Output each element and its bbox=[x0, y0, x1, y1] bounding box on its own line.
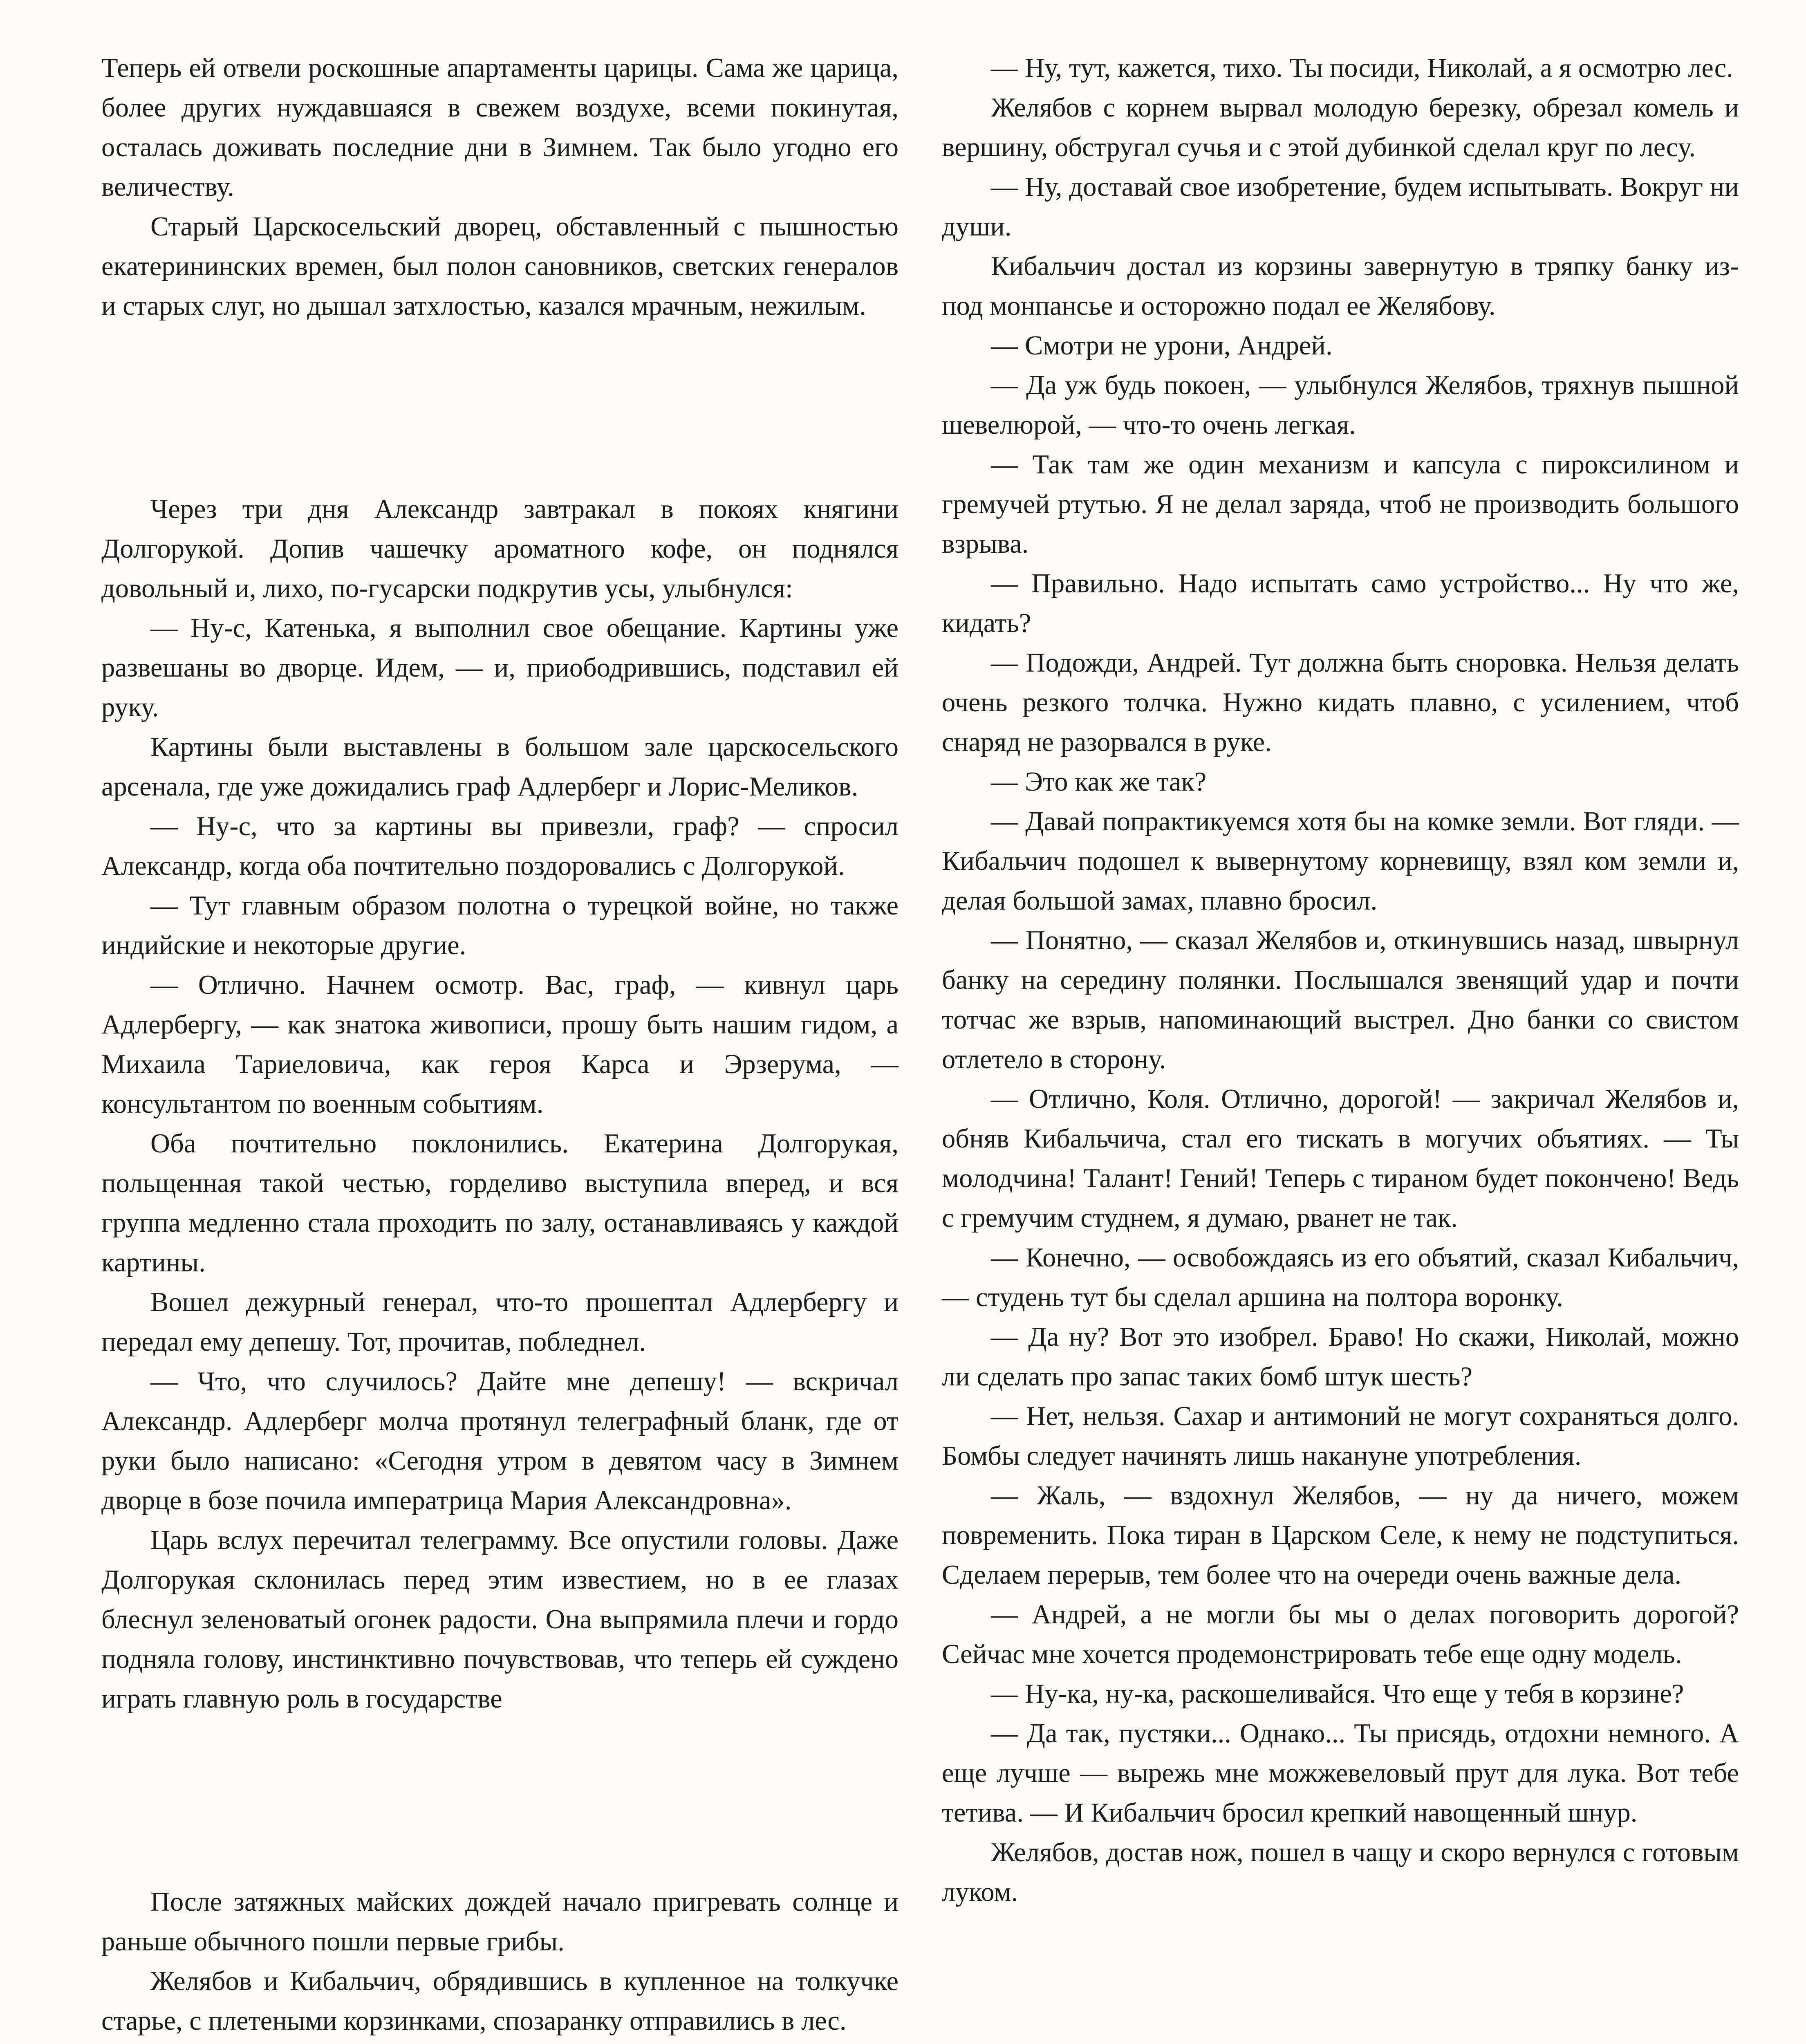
paragraph: — Отлично, Коля. Отлично, дорогой! — закричал Желябов и, обняв Кибальчича, стал его тискать в могучих объятиях. — Ты молодчина! Талант! Гений! Теперь с тираном будет покончено! Ведь с гремучим студнем, я думаю, рванет не так. bbox=[942, 1084, 1739, 1233]
paragraph: — Жаль, — вздохнул Желябов, — ну да ничего, можем повременить. Пока тиран в Царском Селе, к нему не подступиться. Сделаем перерыв, тем более что на очереди очень важные дела. bbox=[942, 1481, 1739, 1590]
paragraph: — Ну-ка, ну-ка, раскошеливайся. Что еще у тебя в корзине? bbox=[991, 1679, 1684, 1709]
paragraph: — Отлично. Начнем осмотр. Вас, граф, — кивнул царь Адлербергу, — как знатока живописи, прошу быть нашим гидом, а Михаила Тариеловича, как героя Карса и Эрзерума, — консультантом по военным событиям. bbox=[101, 970, 899, 1119]
paragraph: — Да уж будь покоен, — улыбнулся Желябов, тряхнув пышной шевелюрой, — что-то очень легкая. bbox=[942, 370, 1739, 440]
paragraph bbox=[101, 2041, 899, 2044]
paragraph: Через три дня Александр завтракал в покоях княгини Долгорукой. Допив чашечку ароматного кофе, он поднялся довольный и, лихо, по-гусарски подкрутив усы, улыбнулся: bbox=[101, 494, 899, 603]
paragraph: Желябов, достав нож, пошел в чащу и скоро вернулся с готовым луком. bbox=[942, 1838, 1739, 1907]
paragraph: Картины были выставлены в большом зале царскосельского арсенала, где уже дожидались граф Адлерберг и Лорис-Меликов. bbox=[101, 732, 899, 802]
paragraph: — Нет, нельзя. Сахар и антимоний не могут сохраняться долго. Бомбы следует начинять лишь накануне употребления. bbox=[942, 1401, 1739, 1471]
paragraph: — Что, что случилось? Дайте мне депешу! — вскричал Александр. Адлерберг молча протянул телеграфный бланк, где от руки было написано: «Сегодня утром в девятом часу в Зимнем дворце в бозе почила императрица Мария Александровна». bbox=[101, 1367, 899, 1515]
paragraph: Желябов с корнем вырвал молодую березку, обрезал комель и вершину, обстругал сучья и с этой дубинкой сделал круг по лесу. bbox=[942, 93, 1739, 162]
paragraph: — Ну, тут, кажется, тихо. Ты посиди, Николай, а я осмотрю лес. bbox=[991, 53, 1733, 83]
paragraph: Теперь ей отвели роскошные апартаменты царицы. Сама же царица, более других нуждавшаяся в свежем воздухе, всеми покинутая, осталась доживать последние дни в Зимнем. Так было угодно его величеству. bbox=[101, 53, 899, 202]
paragraph: — Понятно, — сказал Желябов и, откинувшись назад, швырнул банку на середину полянки. Послышался звенящий удар и почти тотчас же взрыв, напоминающий выстрел. Дно банки со свистом отлетело в сторону. bbox=[942, 926, 1739, 1074]
paragraph: — Это как же так? bbox=[991, 767, 1207, 797]
paragraph: — Правильно. Надо испытать само устройство... Ну что же, кидать? bbox=[942, 569, 1739, 638]
paragraph: — Ну-с, Катенька, я выполнил свое обещание. Картины уже развешаны во дворце. Идем, — и, приободрившись, подставил ей руку. bbox=[101, 613, 899, 722]
paragraph: — Тут главным образом полотна о турецкой войне, но также индийские и некоторые другие. bbox=[101, 891, 899, 960]
section-break bbox=[101, 1719, 899, 1882]
paragraph: — Так там же один механизм и капсула с пироксилином и гремучей ртутью. Я не делал заряда, чтоб не производить большого взрыва. bbox=[942, 450, 1739, 559]
paragraph: — Да ну? Вот это изобрел. Браво! Но скажи, Николай, можно ли сделать про запас таких бомб штук шесть? bbox=[942, 1322, 1739, 1392]
paragraph: Желябов и Кибальчич, обрядившись в купленное на толкучке старье, с плетеными корзинками, спозаранку отправились в лес. bbox=[101, 1966, 899, 2036]
paragraph: — Ну, доставай свое изобретение, будем испытывать. Вокруг ни души. bbox=[942, 172, 1739, 242]
paragraph: — Подожди, Андрей. Тут должна быть сноровка. Нельзя делать очень резкого толчка. Нужно кидать плавно, с усилением, чтоб снаряд не разорвался в руке. bbox=[942, 648, 1739, 757]
paragraph: — Ну-с, что за картины вы привезли, граф? — спросил Александр, когда оба почтительно поздоровались с Долгорукой. bbox=[101, 811, 899, 881]
paragraph: — Андрей, а не могли бы мы о делах поговорить дорогой? Сейчас мне хочется продемонстрировать тебе еще одну модель. bbox=[942, 1600, 1739, 1669]
paragraph: После затяжных майских дождей начало пригревать солнце и раньше обычного пошли первые грибы. bbox=[101, 1887, 899, 1957]
paragraph: — Да так, пустяки... Однако... Ты присядь, отдохни немного. А еще лучше — вырежь мне можжевеловый прут для лука. Вот тебе тетива. — И Кибальчич бросил крепкий навощенный шнур. bbox=[942, 1719, 1739, 1828]
section-break bbox=[101, 326, 899, 489]
paragraph: — Конечно, — освобождаясь из его объятий, сказал Кибальчич, — студень тут бы сделал аршина на полтора воронку. bbox=[942, 1243, 1739, 1312]
left-column bbox=[101, 48, 899, 2044]
paragraph: Оба почтительно поклонились. Екатерина Долгорукая, польщенная такой честью, горделиво выступила вперед, и вся группа медленно стала проходить по залу, останавливаясь у каждой картины. bbox=[101, 1129, 899, 1278]
paragraph: Царь вслух перечитал телеграмму. Все опустили головы. Даже Долгорукая склонилась перед этим известием, но в ее глазах блеснул зеленоватый огонек радости. Она выпрямила плечи и гордо подняла голову, инстинктивно почувствовав, что теперь ей суждено играть главную роль в государстве bbox=[101, 1525, 899, 1714]
paragraph: — Давай попрактикуемся хотя бы на комке земли. Вот гляди. — Кибальчич подошел к вывернутому корневищу, взял ком земли и, делая большой замах, плавно бросил. bbox=[942, 807, 1739, 916]
paragraph: Вошел дежурный генерал, что-то прошептал Адлербергу и передал ему депешу. Тот, прочитав, побледнел. bbox=[101, 1287, 899, 1357]
paragraph: Старый Царскосельский дворец, обставленный с пышностью екатерининских времен, был полон сановников, светских генералов и старых слуг, но дышал затхлостью, казался мрачным, нежилым. bbox=[101, 212, 899, 321]
paragraph: Кибальчич достал из корзины завернутую в тряпку банку из-под монпансье и осторожно подал ее Желябову. bbox=[942, 251, 1739, 321]
paragraph: — Смотри не урони, Андрей. bbox=[991, 331, 1333, 361]
right-column bbox=[942, 48, 1739, 1912]
